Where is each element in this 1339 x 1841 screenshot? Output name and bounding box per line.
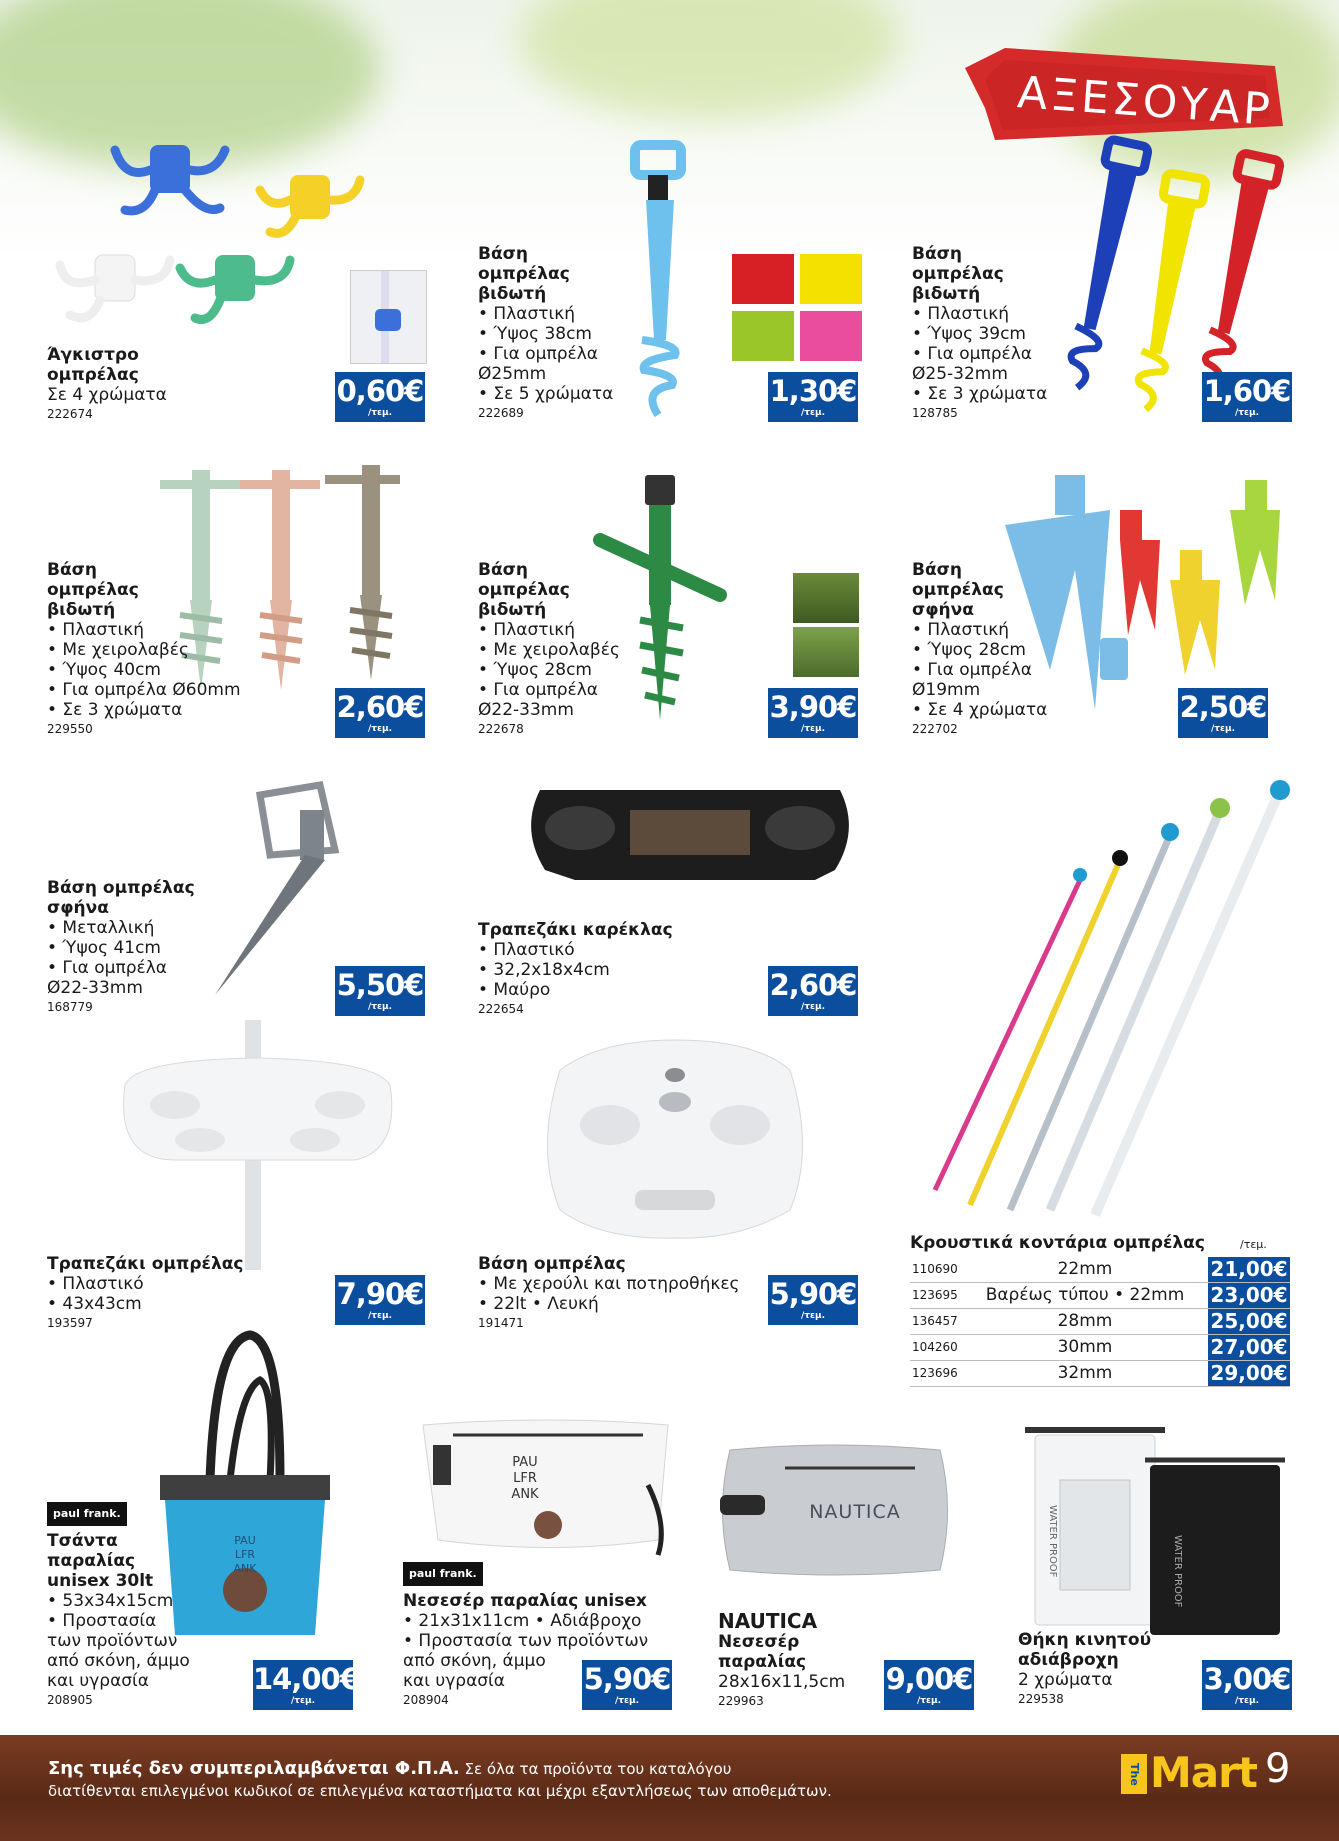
price-value: 9,00€	[885, 1662, 973, 1696]
product-name: unisex 30lt	[47, 1571, 154, 1591]
row-desc: 28mm	[1057, 1311, 1113, 1331]
product-name: σφήνα	[912, 600, 974, 620]
product-metal-wedge	[47, 878, 195, 1015]
price-badge	[1202, 372, 1292, 422]
row-code: 136457	[912, 1314, 958, 1328]
price-unit: /τεμ.	[800, 408, 826, 418]
price-unit: /τεμ.	[290, 1696, 316, 1706]
product-name: Τσάντα	[47, 1531, 118, 1551]
product-spec: • Ύψος 28cm	[478, 660, 592, 680]
price-badge	[768, 1275, 858, 1325]
usage-photo	[793, 627, 859, 677]
price-badge	[768, 966, 858, 1016]
hook-blue	[115, 145, 225, 211]
product-spec: 28x16x11,5cm	[718, 1672, 846, 1692]
pf-letters: PAU	[234, 1534, 256, 1547]
row-price: 25,00€	[1208, 1309, 1290, 1334]
product-spec: • Πλαστική	[478, 304, 576, 324]
price-unit: /τεμ.	[800, 724, 826, 734]
product-spec: • Σε 3 χρώματα	[912, 384, 1048, 404]
product-code: 193597	[47, 1316, 93, 1330]
product-spec: από σκόνη, άμμο	[47, 1651, 190, 1671]
pouch-pf-letters	[495, 1450, 555, 1510]
phone-case-image	[1015, 1425, 1295, 1635]
product-chair-table	[478, 920, 673, 1017]
price-value: 3,00€	[1203, 1662, 1291, 1696]
product-spec: • Με χειρολαβές	[478, 640, 620, 660]
chair-table-image	[515, 790, 865, 920]
swatch-yellow	[800, 254, 862, 304]
poles-image	[920, 780, 1300, 1220]
product-name: Τραπεζάκι ομπρέλας	[47, 1254, 244, 1274]
product-code: 229963	[718, 1694, 764, 1708]
price-badge	[335, 1275, 425, 1325]
price-badge	[335, 688, 425, 738]
product-spec: • Με χειρολαβές	[47, 640, 189, 660]
brand-logo: Mart	[1150, 1748, 1257, 1797]
product-name: Νεσεσέρ παραλίας unisex	[403, 1591, 647, 1611]
hook-white	[60, 255, 170, 318]
table-row	[910, 1360, 1290, 1387]
price-unit: /τεμ.	[1234, 1696, 1260, 1706]
price-unit: /τεμ.	[916, 1696, 942, 1706]
product-spec: Ø22-33mm	[47, 978, 143, 998]
product-spec: Ø19mm	[912, 680, 981, 700]
product-spec: • Ύψος 28cm	[912, 640, 1026, 660]
product-name: ομπρέλας	[478, 264, 570, 284]
product-code: 229538	[1018, 1692, 1064, 1706]
price-value: 2,50€	[1179, 690, 1267, 724]
product-name: Βάση	[478, 244, 528, 264]
product-spec: • Πλαστικό	[47, 1274, 144, 1294]
price-value: 5,90€	[769, 1277, 857, 1311]
product-spec: • Ύψος 40cm	[47, 660, 161, 680]
product-name: Νεσεσέρ	[718, 1632, 800, 1652]
swatch-green	[732, 311, 794, 361]
price-badge	[1178, 688, 1268, 738]
product-spec: • Για ομπρέλα	[912, 344, 1032, 364]
product-spec: • 21x31x11cm • Αδιάβροχο	[403, 1611, 642, 1631]
product-name: Βάση ομπρέλας	[478, 1254, 626, 1274]
price-value: 7,90€	[336, 1277, 424, 1311]
price-unit: /τεμ.	[367, 408, 393, 418]
product-code: 191471	[478, 1316, 524, 1330]
product-hook	[47, 345, 167, 422]
product-spec: • Μεταλλική	[47, 918, 155, 938]
product-spec: • Μαύρο	[478, 980, 551, 1000]
price-value: 1,60€	[1203, 374, 1291, 408]
product-name: σφήνα	[47, 898, 109, 918]
row-price: 29,00€	[1208, 1361, 1290, 1386]
product-spec: • Προστασία	[47, 1611, 157, 1631]
product-name: Βάση	[478, 560, 528, 580]
product-spec: • Ύψος 41cm	[47, 938, 161, 958]
product-wedge-base-28	[912, 560, 1047, 737]
product-spec: Ø25mm	[478, 364, 547, 384]
color-swatches	[732, 254, 862, 362]
hook-green	[180, 255, 290, 320]
waterproof-label: WATER PROOF	[1172, 1535, 1183, 1608]
product-spec: • Για ομπρέλα	[478, 680, 598, 700]
product-spec: • Για ομπρέλα	[47, 958, 167, 978]
product-name: Βάση	[912, 560, 962, 580]
product-code: 208905	[47, 1693, 93, 1707]
product-spec: • Ύψος 39cm	[912, 324, 1026, 344]
product-name: ομπρέλας	[478, 580, 570, 600]
row-code: 123696	[912, 1366, 958, 1380]
footer-disclaimer-rest: Σε όλα τα προϊόντα του καταλόγου	[459, 1760, 732, 1778]
brand-badge-paul-frank: paul frank.	[403, 1562, 483, 1586]
pf-letters: ANK	[233, 1562, 257, 1575]
product-spec: • Πλαστική	[478, 620, 576, 640]
footer-vat-note: Σης τιμές δεν συμπεριλαμβάνεται Φ.Π.Α.	[48, 1758, 460, 1779]
pouch-nautica-image	[715, 1440, 955, 1580]
price-badge	[335, 966, 425, 1016]
table-row	[910, 1282, 1290, 1309]
row-code: 123695	[912, 1288, 958, 1302]
product-weight-base	[478, 1254, 740, 1331]
product-spec: • 32,2x18x4cm	[478, 960, 610, 980]
price-badge	[768, 372, 858, 422]
pf-letters: LFR	[234, 1548, 256, 1561]
table-row	[910, 1308, 1290, 1335]
product-code: 222689	[478, 406, 524, 420]
footer-disclaimer	[48, 1758, 731, 1779]
product-spec: Ø22-33mm	[478, 700, 574, 720]
price-value: 2,60€	[336, 690, 424, 724]
product-name: ομπρέλας	[47, 580, 139, 600]
product-spec: και υγρασία	[47, 1671, 150, 1691]
product-screw-base-38	[478, 244, 613, 421]
price-badge	[253, 1660, 359, 1710]
product-spec: 2 χρώματα	[1018, 1670, 1113, 1690]
product-code: 222702	[912, 722, 958, 736]
hook-inset-photo	[350, 270, 427, 364]
row-price: 21,00€	[1208, 1257, 1290, 1282]
product-spec: • Ύψος 38cm	[478, 324, 592, 344]
price-unit: /τεμ.	[1210, 724, 1236, 734]
price-value: 3,90€	[769, 690, 857, 724]
row-price: 27,00€	[1208, 1335, 1290, 1360]
product-code: 229550	[47, 722, 93, 736]
product-name: βιδωτή	[478, 600, 547, 620]
row-price: 23,00€	[1208, 1283, 1290, 1308]
logo-the: The	[1121, 1754, 1147, 1794]
nautica-logo-text: NAUTICA	[809, 1501, 901, 1523]
product-spec: • Για ομπρέλα	[478, 344, 598, 364]
usage-photo	[793, 573, 859, 623]
product-spec: • Σε 4 χρώματα	[912, 700, 1048, 720]
swatch-pink	[800, 311, 862, 361]
product-spec: • Πλαστική	[912, 620, 1010, 640]
row-desc: 32mm	[1057, 1363, 1113, 1383]
product-screw-base-40	[47, 560, 241, 737]
product-spec: • Πλαστική	[47, 620, 145, 640]
row-code: 110690	[912, 1262, 958, 1276]
price-badge	[582, 1660, 672, 1710]
product-code: 222674	[47, 407, 93, 421]
product-name: Βάση	[47, 560, 97, 580]
row-desc: Βαρέως τύπου • 22mm	[985, 1285, 1185, 1305]
product-name: ομπρέλας	[912, 264, 1004, 284]
product-spec: Ø25-32mm	[912, 364, 1008, 384]
price-value: 2,60€	[769, 968, 857, 1002]
product-code: 208904	[403, 1693, 449, 1707]
price-badge	[335, 372, 425, 422]
product-code: 168779	[47, 1000, 93, 1014]
product-pouch-nautica	[718, 1610, 845, 1709]
product-name: Άγκιστρο	[47, 345, 139, 365]
umbrella-table-image	[115, 1020, 405, 1270]
hook-yellow	[260, 175, 360, 233]
page-number: 9	[1265, 1746, 1291, 1792]
price-unit: /τεμ.	[367, 1002, 393, 1012]
product-spec: • 53x34x15cm	[47, 1591, 174, 1611]
price-value: 5,90€	[583, 1662, 671, 1696]
product-spec: • 43x43cm	[47, 1294, 142, 1314]
product-spec: από σκόνη, άμμο	[403, 1651, 546, 1671]
poles-table-unit: /τεμ.	[1240, 1238, 1267, 1251]
product-spec: • Για ομπρέλα	[912, 660, 1032, 680]
product-name: βιδωτή	[47, 600, 116, 620]
product-spec: Σε 4 χρώματα	[47, 385, 167, 405]
product-screw-base-39	[912, 244, 1047, 421]
product-spec: • 22lt • Λευκή	[478, 1294, 599, 1314]
beach-bag-letters	[195, 1530, 295, 1580]
product-name: αδιάβροχη	[1018, 1650, 1119, 1670]
price-value: 0,60€	[336, 374, 424, 408]
table-row	[910, 1334, 1290, 1361]
footer-disclaimer-line2: διατίθενται επιλεγμένοι κωδικοί σε επιλεγμένα καταστήματα και μέχρι εξαντλήσεως των αποθεμάτων.	[48, 1782, 832, 1800]
screw-base-38-image	[620, 140, 700, 420]
brand-name: NAUTICA	[718, 1609, 818, 1633]
waterproof-label: WATER PROOF	[1047, 1505, 1058, 1578]
price-unit: /τεμ.	[800, 1002, 826, 1012]
product-phone-case	[1018, 1630, 1151, 1707]
product-beach-bag	[47, 1531, 190, 1708]
product-spec: • Πλαστική	[912, 304, 1010, 324]
product-name: ομπρέλας	[912, 580, 1004, 600]
row-desc: 30mm	[1057, 1337, 1113, 1357]
price-unit: /τεμ.	[367, 724, 393, 734]
product-spec: • Σε 3 χρώματα	[47, 700, 183, 720]
price-badge	[1202, 1660, 1292, 1710]
product-spec: • Με χερούλι και ποτηροθήκες	[478, 1274, 740, 1294]
price-value: 14,00€	[253, 1662, 359, 1696]
price-unit: /τεμ.	[367, 1311, 393, 1321]
row-desc: 22mm	[1057, 1259, 1113, 1279]
product-spec: • Σε 5 χρώματα	[478, 384, 614, 404]
pf-letters: PAU	[512, 1455, 538, 1470]
price-value: 5,50€	[336, 968, 424, 1002]
product-code: 222654	[478, 1002, 524, 1016]
product-name: Βάση ομπρέλας	[47, 878, 195, 898]
product-name: παραλίας	[47, 1551, 136, 1571]
price-unit: /τεμ.	[800, 1311, 826, 1321]
swatch-red	[732, 254, 794, 304]
product-spec: των προϊόντων	[47, 1631, 178, 1651]
product-name: παραλίας	[718, 1652, 807, 1672]
hook-product-image	[55, 120, 375, 330]
product-code: 128785	[912, 406, 958, 420]
product-name: Θήκη κινητού	[1018, 1630, 1152, 1650]
weight-base-image	[540, 1040, 810, 1240]
product-name: βιδωτή	[478, 284, 547, 304]
price-badge	[768, 688, 858, 738]
pf-letters: LFR	[513, 1471, 537, 1486]
product-spec: και υγρασία	[403, 1671, 506, 1691]
price-unit: /τεμ.	[614, 1696, 640, 1706]
price-badge	[884, 1660, 974, 1710]
banner-label: ΑΞΕΣΟΥΑΡ	[1015, 67, 1275, 136]
product-name: Βάση	[912, 244, 962, 264]
price-value: 1,30€	[769, 374, 857, 408]
product-name: βιδωτή	[912, 284, 981, 304]
product-umbrella-table	[47, 1254, 243, 1331]
table-row	[910, 1256, 1290, 1283]
poles-table-title: Κρουστικά κοντάρια ομπρέλας	[910, 1233, 1205, 1253]
product-spec: • Προστασία των προϊόντων	[403, 1631, 649, 1651]
product-spec: • Για ομπρέλα Ø60mm	[47, 680, 241, 700]
product-spec: • Πλαστικό	[478, 940, 575, 960]
product-screw-base-28	[478, 560, 620, 737]
product-name: Τραπεζάκι καρέκλας	[478, 920, 673, 940]
product-code: 222678	[478, 722, 524, 736]
product-name: ομπρέλας	[47, 365, 139, 385]
brand-badge-paul-frank: paul frank.	[47, 1502, 127, 1526]
row-code: 104260	[912, 1340, 958, 1354]
price-unit: /τεμ.	[1234, 408, 1260, 418]
pf-letters: ANK	[511, 1487, 539, 1502]
